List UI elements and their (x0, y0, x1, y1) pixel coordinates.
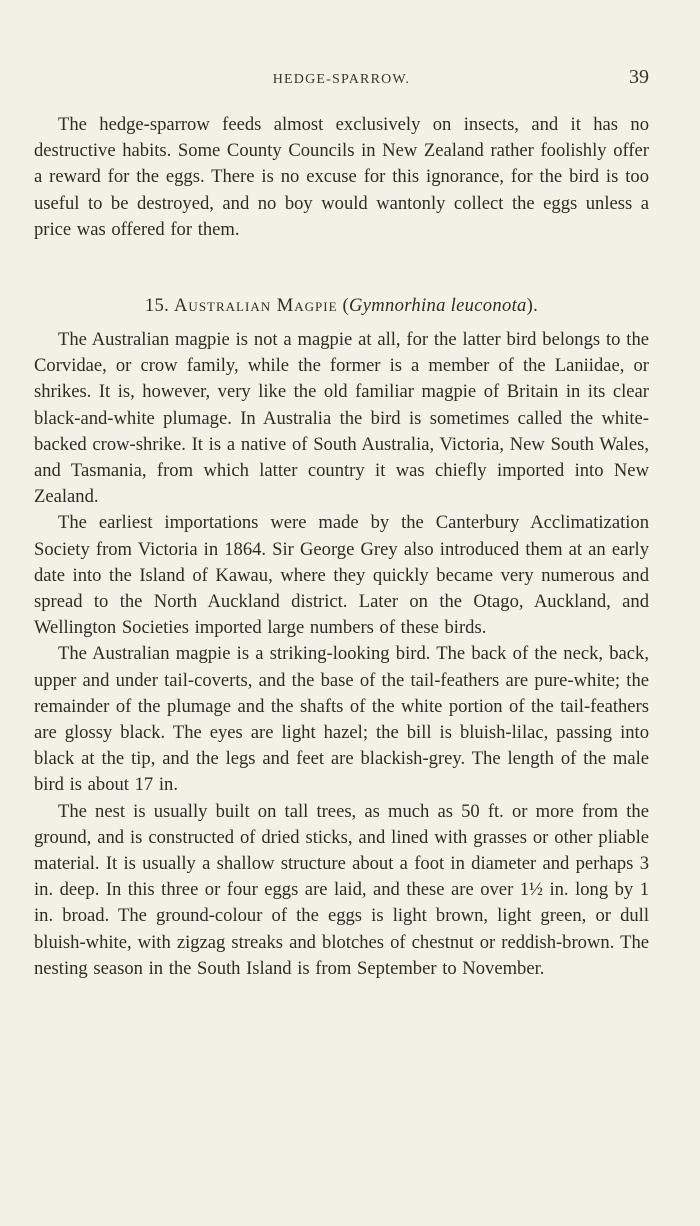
body-paragraph: The Australian magpie is a striking-looking bird. The back of the neck, back, upper and under tail-coverts, and the base of the tail-feathers are pure-white; the remainder of the plumage and the shafts of the white portion of the tail-feathers are glossy black. The eyes are light hazel; the bill is bluish-lilac, passing into black at the tip, and the legs and feet are blackish-grey. The length of the male bird is about 17 in. (34, 643, 649, 796)
page-number: 39 (629, 66, 649, 88)
section-common-name: Australian Magpie (174, 295, 338, 317)
body-paragraph: The Australian magpie is not a magpie at all, for the latter bird belongs to the Corvidae, or crow family, while the former is a member of the Laniidae, or shrikes. It is, however, very like the old familiar magpie of Britain in its clear black-and-white plumage. In Australia the bird is sometimes called the white-backed crow-shrike. It is a native of South Australia, Victoria, New South Wales, and Tasmania, from which latter country it was chiefly imported into New Zealand. (34, 329, 649, 508)
running-title: HEDGE-SPARROW. (272, 72, 411, 87)
section-scientific-name: Gymnorhina leuconota (349, 295, 527, 317)
body-paragraph: The earliest importations were made by the Canterbury Acclimatization Society from Victoria in 1864. Sir George Grey also introduced them at an early date into the Island of Kawau, where they quickly became very numerous and spread to the North Auckland district. Later on the Otago, Auckland, and Wellington Societies imported large numbers of these birds. (34, 512, 649, 639)
section-heading (34, 295, 649, 317)
intro-paragraph: The hedge-sparrow feeds almost exclusively on insects, and it has no destructive habits. Some County Councils in New Zealand rather foolishly offer a reward for the eggs. There is no excuse for this ignorance, for the bird is too useful to be destroyed, and no boy would wantonly collect the eggs unless a price was offered for them. (34, 114, 649, 240)
book-page (34, 60, 649, 982)
section-open-paren: ( (342, 295, 350, 317)
running-header (34, 60, 649, 90)
body-paragraph: The nest is usually built on tall trees, as much as 50 ft. or more from the ground, and is constructed of dried sticks, and lined with grasses or other pliable material. It is usually a shallow structure about a foot in diameter and perhaps 3 in. deep. In this three or four eggs are laid, and these are over 1½ in. long by 1 in. broad. The ground-colour of the eggs is light brown, light green, or dull bluish-white, with zigzag streaks and blotches of chestnut or reddish-brown. The nesting season in the South Island is from September to November. (34, 800, 649, 979)
section-close-paren: ). (526, 295, 539, 317)
section-number: 15. (144, 295, 170, 317)
